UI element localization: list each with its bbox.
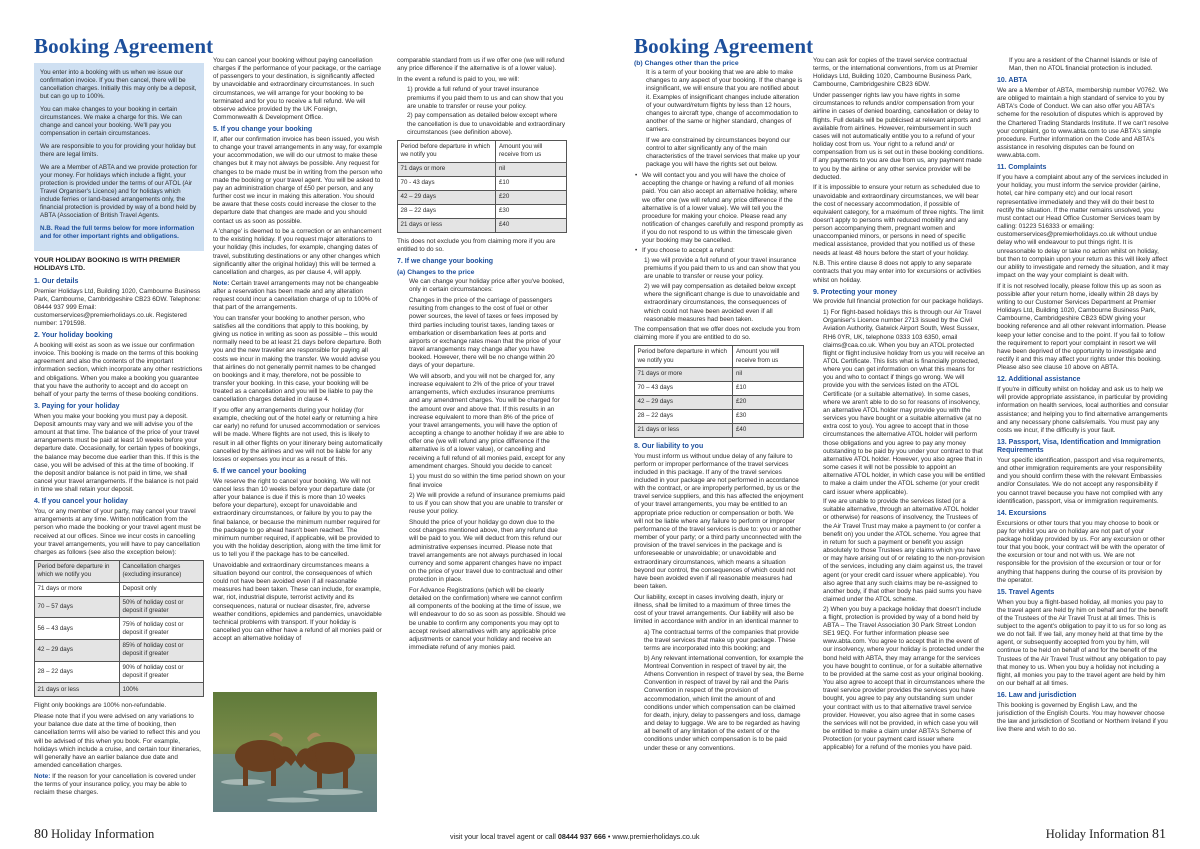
section-16-text: This booking is governed by English Law, and the jurisdiction of the English Courts. You may however choose the law and jurisdiction of Scotland or Northern Ireland if you live there and wish to do so. [997, 701, 1168, 734]
list-item: b) Any relevant international convention, for example the Montreal Convention in respect of travel by air, the Athens Convention in respect of travel by sea, the Berne Convention in respect of travel by rail and the Paris Convention in respect of the provision of accommodation, which limit the amount of and conditions under which compensation can be claimed for death, injury, delay to passengers and loss, damage and delay to luggage. We are to be regarded as having all benefit of any limitation of the extent of or the conditions under which compensation is to be paid under these or any conventions. [644, 654, 804, 752]
section-14-text: Excursions or other tours that you may choose to book or pay for whilst you are on holiday are not part of your package holiday provided by us. For any excursion or other tour that you book, your contract will be with the operator of the excursion or tour and not with us. We are not responsible for the provision of the excursion or tour or for anything that happens during the course of its provision by the operator. [997, 519, 1165, 584]
section-13-title: 13. Passport, Visa, Identification and Immigration Requirements [997, 439, 1161, 455]
list-item: 1) provide a full refund of your travel insurance premiums if you paid them to us and can show that you are unable to transfer or reuse your policy. [407, 86, 564, 110]
table-row [398, 162, 567, 176]
refund-list [397, 86, 567, 136]
section-8-p1: You must inform us without undue delay of any failure to perform or improper performance of the travel services included in this package. If any of the travel services included in your package are not performed in accordance with the contract, or are improperly performed, by us or the travel service suppliers, and this has affected the enjoyment of your travel arrangements, you may be entitled to an appropriate price reduction or compensation or both. We will not be liable where any failure to perform or improper performance of the travel services is due to: you or another member of your party; or a third party unconnected with the provision of the travel services in the package and is unforeseeable or unavoidable; or unavoidable and extraordinary circumstances, which means a situation beyond our control, the consequences of which could not have been avoided even if all reasonable measures had been taken. [634, 452, 804, 591]
list-item: • We will contact you and you will have the choice of accepting the change or having a refund of all monies paid. You can also accept an alternative holiday, where we offer one (we will refund any price difference if the alternative is of a lower value). We will tell you the procedure for making your choice. Please read any notification of changes carefully and respond promptly as if you do not respond to us within the timescale given your booking may be cancelled. [642, 172, 804, 245]
summary-p3: We are responsible to you for providing your holiday but there are legal limits. [40, 143, 196, 158]
table-row [35, 661, 204, 683]
page-title-right: Booking Agreement [634, 34, 814, 58]
table-cell: Deposit only [120, 582, 204, 596]
section-7a-p2: Changes in the price of the carriage of passengers resulting from changes to the cost of fuel or other power sources, the level of taxes or fees imposed by third parties including tourist taxes, landing taxes or embarkation or disembarkation fees at ports and airports or exchange rates mean that the price of your travel arrangements may change after you have booked. However, there will be no change within 20 days of your departure. [409, 297, 562, 370]
list-item: 1) we will provide a full refund of your travel insurance premiums if you paid them to us and can show that you are unable to transfer or reuse your policy. [644, 257, 801, 281]
table-cell: 28 – 22 days [35, 661, 120, 683]
table-cell: 56 – 43 days [35, 618, 120, 640]
table-header-cell: Cancellation charges (excluding insurance) [120, 561, 204, 583]
table-row [35, 683, 204, 697]
section-7b-body [634, 69, 804, 169]
section-5-p1: If, after our confirmation invoice has been issued, you wish to change your travel arrangements in any way, for example your accommodation, we will do our utmost to make these changes but it may not always be possible. Any request for changes to be made must be in writing from the person who made the booking or your travel agent. You will be asked to pay an administration charge of £50 per person, and any further cost we incur in making this alteration. You should be aware that these costs could increase the closer to the departure date that changes are made and you should contact us as soon as possible. [213, 135, 383, 225]
col2-p1: You can cancel your booking without paying cancellation charges if the performance of your package, or the carriage of passengers to your destination, is significantly affected by unavoidable and extraordinary circumstances. In such circumstances, we will arrange for your booking to be terminated and for you to receive a full refund. We will observe advice provided by the UK Foreign, Commonwealth & Development Office. [213, 57, 382, 122]
table-row [635, 395, 804, 409]
section-7a-title: (a) Changes to the price [397, 269, 475, 277]
col3-p1: comparable standard from us if we offer one (we will refund any price difference if the alternative is of a lower value). [397, 57, 565, 73]
contact-footer [450, 832, 699, 841]
right-column-2 [813, 57, 985, 755]
table-cell: 42 – 29 days [635, 395, 733, 409]
table-row [635, 409, 804, 423]
col5-p1: You can ask for copies of the travel service contractual terms, or the international conventions, from us at Premier Holidays Ltd, Building 1020, Cambourne Business Park, Cambourne, Cambridgeshire CB23 6DW. [813, 57, 978, 89]
table-row [398, 190, 567, 204]
table-header-cell: Period before departure in which we notify you [398, 140, 496, 162]
table-cell: £10 [733, 381, 804, 395]
col5-p2: Under passenger rights law you have rights in some circumstances to refunds and/or compensation from your airline in cases of denied boarding, cancellation or delay to flights. Full details will be publicised at relevant airports and available from airlines. However, reimbursement in such cases will not automatically entitle you to a refund of your holiday cost from us. Your right to a refund and/ or compensation from us is set out in these booking conditions. If any payments to you are due from us, any payment made to you by the airline or any other service provider will be deducted. [813, 92, 984, 181]
section-6-p1: We reserve the right to cancel your booking. We will not cancel less than 10 weeks before your departure date (or after your balance is due if this is more than 10 weeks before your departure), except for unavoidable and extraordinary circumstances, or failure by you to pay the final balance, or because the minimum number required for the package to go ahead hasn't been reached. The minimum number required, if applicable, will be provided to you with the holiday description, along with the time limit for us to tell you if the package has to be cancelled. [213, 477, 382, 559]
section-10-text: We are a Member of ABTA, membership number V0762. We are obliged to maintain a high standard of service to you by ABTA's Code of Conduct. We can also offer you ABTA's scheme for the resolution of disputes which is approved by the Chartered Trading Standards Institute. If we can't resolve your complaint, go to www.abta.com to use ABTA's simple procedure. Further information on the Code and ABTA's assistance in resolving disputes can be found on www.abta.com. [997, 87, 1169, 160]
list-item: • If you choose to accept a refund: [642, 247, 804, 255]
table-row [35, 596, 204, 618]
summary-p1: You enter into a booking with us when we issue our confirmation invoice. If you then cancel, there will be cancellation charges. Initially this may only be a deposit, but can go up to 100%. [40, 69, 197, 100]
contact-prefix: visit your local travel agent or call [450, 832, 556, 841]
table-row [35, 582, 204, 596]
flight-only-note: Flight only bookings are 100% non-refundable. [34, 702, 167, 710]
table-cell: 21 days or less [398, 218, 496, 232]
table-cell: 21 days or less [35, 683, 120, 697]
list-item: 2) pay compensation as detailed below except where the cancellation is due to unavoidable and extraordinary circumstances (see definition above). [407, 112, 566, 136]
section-4-title: 4. If you cancel your holiday [34, 498, 128, 506]
balance-variation-note: Please note that if you were advised on any variations to your balance due date at the time of booking, then cancellation terms will also be varied to reflect this and you will be advised of this when you book. For example, holidays which include a cruise, and certain tour itineraries, will generally have an earlier balance due date and amended cancellation charges. [34, 713, 201, 770]
table-cell: £10 [496, 176, 567, 190]
left-column-1 [34, 63, 204, 800]
section-7a-l1: 1) you must do so within the time period shown on your final invoice [409, 473, 566, 489]
table-cell: 85% of holiday cost or deposit if greater [120, 640, 204, 662]
col5-p4: N.B. This entire clause 8 does not apply to any separate contracts that you may enter into for excursions or activities whilst on holiday. [813, 260, 982, 284]
section-5-p2: A 'change' is deemed to be a correction or an enhancement to the existing holiday. If you request major alterations to your holiday (this includes, for example, changing dates of travel, substituting destinations or any other changes which significantly alter the original holiday) this will be termed a cancellation and charges, as per clause 4, will apply. [213, 228, 382, 276]
section-4-text: You, or any member of your party, may cancel your travel arrangements at any time. Written notification from the person who made the booking or your travel agent must be received at our offices. Since we incur costs in cancelling your travel arrangements, you will have to pay cancellation charges as follows (see also the exception below): [34, 508, 201, 556]
list-item: a) The contractual terms of the companies that provide the travel services that make up your package. These terms are incorporated into this booking; and [644, 628, 799, 653]
list-item: 1) For flight-based holidays this is through our Air Travel Organiser's Licence number 2713 issued by the Civil Aviation Authority, Gatwick Airport South, West Sussex, RH6 0YR, UK, telephone 0333 103 6350, email claims@caa.co.uk. When you buy an ATOL protected flight or flight inclusive holiday from us you will receive an ATOL Certificate. This lists what is financially protected, where you can get information on what this means for you and who to contact if things go wrong. We will provide you with the services listed on the ATOL Certificate (or a suitable alternative). In some cases, where we aren't able to do so for reasons of insolvency, an alternative ATOL holder may provide you with the services you have bought or a suitable alternative (at no extra cost to you). You agree to accept that in those circumstances the alternative ATOL holder will perform those obligations and you agree to pay any money outstanding to be paid by you under your contract to that alternative ATOL holder. However, you also agree that in some cases it will not be possible to appoint an alternative ATOL holder, in which case you will be entitled to make a claim under the ATOL scheme (or your credit card issuer where applicable). [823, 309, 985, 496]
section-7-title: 7. If we change your booking [397, 257, 494, 265]
section-9-p1: We provide full financial protection for our package holidays. [813, 298, 984, 306]
section-12-title: 12. Additional assistance [997, 376, 1081, 384]
footer-label-left: Holiday Information [51, 827, 155, 841]
section-11-title: 11. Complaints [997, 164, 1047, 172]
page-number-left: 80 [34, 827, 48, 842]
table-cell: 70 - 43 days [398, 176, 496, 190]
col4-p3: The compensation that we offer does not exclude you from claiming more if you are entitled to do so. [634, 325, 801, 341]
col5-p3: If it is impossible to ensure your return as scheduled due to unavoidable and extraordinary circumstances, we will bear the cost of necessary accommodation, if possible of equivalent category, for a maximum of three nights. The limit doesn't apply to persons with reduced mobility and any person accompanying them, pregnant women and unaccompanied minors, or persons in need of specific medical assistance, provided that you notified us of these needs at least 48 hours before the start of your holiday. [813, 184, 984, 257]
table-cell: 71 days or more [635, 367, 733, 381]
section-13-text: Your specific identification, passport and visa requirements, and other immigration requirements are your responsibility and you should confirm these with the relevant Embassies and/or Consulates. We do not accept any responsibility if you cannot travel because you have not complied with any identification, passport, visa or immigration requirements. [997, 456, 1165, 505]
section-10-title: 10. ABTA [997, 77, 1028, 85]
table-row [35, 618, 204, 640]
section-7b-title: (b) Changes other than the price [634, 60, 739, 67]
table-cell: 100% [120, 683, 204, 697]
page-number-right: 81 [1152, 827, 1166, 842]
summary-box [34, 63, 204, 251]
table-row [398, 204, 567, 218]
summary-p4: We are a Member of ABTA and we provide protection for your money. For holidays which include a flight, your protection is provided under the terms of our ATOL (Air Travel Organiser's Licence) and for holidays which include ferries or land-based arrangements only, the financial protection is provided by way of a bond held by ABTA (Association of British Travel Agents. [40, 164, 198, 219]
table-cell: 28 – 22 days [635, 409, 733, 423]
section-9-title: 9. Protecting your money [813, 288, 898, 296]
protection-list [813, 309, 985, 752]
intro-heading: YOUR HOLIDAY BOOKING IS WITH PREMIER HOLIDAYS LTD. [34, 257, 181, 273]
section-12-text: If you're in difficulty whilst on holiday and ask us to help we will provide appropriate assistance, in particular by providing information on health services, local authorities and consular assistance; and helping you to find alternative arrangements and any necessary phone calls/emails. You must pay any costs we incur, if the difficulty is your fault. [997, 386, 1169, 434]
section-16-title: 16. Law and jurisdiction [997, 692, 1077, 700]
table-row [635, 367, 804, 381]
table-row [35, 640, 204, 662]
section-3-text: When you make your booking you must pay a deposit. Deposit amounts may vary and we will advise you of the amount at that time. The balance of the price of your travel arrangements must be paid at least 10 weeks before your departure date. Occasionally, for certain types of bookings, the balance may become due earlier than this. If this is the case, you will be advised of this at the time of booking. If the deposit and/or balance is not paid in time, we shall cancel your travel arrangements. If the balance is not paid in time we shall retain your deposit. [34, 412, 201, 494]
section-7a-body [397, 278, 567, 652]
table-row [635, 381, 804, 395]
left-column-2 [213, 57, 383, 646]
footer-left [34, 827, 154, 843]
table-header-row [35, 561, 204, 583]
table-header-row [398, 140, 567, 162]
section-7a-p5: For Advance Registrations (which will be clearly detailed on the confirmation) where we cannot confirm all components of the booking at the time of issue, we will endeavour to do so as soon as possible. Should we be unable to confirm any components you may opt to accept revised alternatives with any applicable price adjustments or cancel your holiday and receive an immediate refund of any monies paid. [409, 586, 566, 651]
table-cell: £30 [733, 409, 804, 423]
table-cell: £20 [496, 190, 567, 204]
list-item: If we are unable to provide the services listed (or a suitable alternative, through an alternative ATOL holder or otherwise) for reasons of insolvency, the Trustees of the Air Travel Trust may make a payment to (or confer a benefit on) you under the ATOL scheme. You agree that in return for such a payment or benefit you assign absolutely to those Trustees any claims which you have or may have arising out of or relating to the non-provision of the services, including any claim against us, the travel agent (or your credit card issuer where applicable). You also agree that any such claims may be re-assigned to another body, if that other body has paid sums you have claimed under the ATOL scheme. [823, 498, 985, 604]
section-1-title: 1. Our details [34, 277, 79, 285]
table-header-cell: Amount you will receive from us [496, 140, 567, 162]
col6-p1: If you are a resident of the Channel Islands or Isle of Man, then no ATOL financial protection is included. [1009, 57, 1158, 73]
table-header-cell: Amount you will receive from us [733, 346, 804, 368]
footer-separator: • [607, 832, 611, 841]
summary-nb: N.B. Read the full terms below for more information and for other important rights and obligations. [40, 225, 195, 240]
table-cell: nil [733, 367, 804, 381]
table-cell: 42 – 29 days [35, 640, 120, 662]
table-cell: 75% of holiday cost or deposit if greater [120, 618, 204, 640]
section-5-note [213, 280, 383, 313]
section-15-title: 15. Travel Agents [997, 588, 1055, 596]
table-cell: £30 [496, 204, 567, 218]
section-3-title: 3. Paying for your holiday [34, 403, 120, 411]
table-row [398, 218, 567, 232]
footer-right [1046, 827, 1166, 843]
table-header-cell: Period before departure in which we notify you [635, 346, 733, 368]
section-5-p3: You can transfer your booking to another person, who satisfies all the conditions that apply to this booking, by giving us notice in writing as soon as possible – this would normally need to be at least 21 days before departure. Both you and the new traveller are responsible for paying all costs we incur in making the transfer. We would advise you that airlines do not generally permit names to be changed on bookings and it may, therefore, not be possible to transfer your booking. In this case, your booking will be treated as a cancellation and you will be liable to pay the cancellation charges detailed in clause 4. [213, 314, 382, 404]
cancellation-charges-table [34, 560, 204, 697]
section-7b-p2: If we are constrained by circumstances beyond our control to alter significantly any of the main characteristics of the travel services that make up your package you will have the rights set out below. [646, 136, 801, 169]
section-7a-p1: We can change your holiday price after you've booked, only in certain circumstances: [409, 278, 565, 294]
change-options-list [634, 172, 804, 255]
insurance-note [34, 773, 204, 797]
left-column-3 [397, 57, 567, 655]
right-column-3 [997, 57, 1169, 737]
note-text: Certain travel arrangements may not be changeable after a reservation has been made and any alteration request could incur a cancellation charge of up to 100% of that part of the arrangements. [213, 279, 379, 312]
section-2-title: 2. Your holiday booking [34, 332, 113, 340]
list-item: 2) When you buy a package holiday that doesn't include a flight, protection is provided by way of a bond held by ABTA – The Travel Association 30 Park Street London SE1 9EQ. For further information please see www.abta.com. You agree to accept that in the event of our insolvency, where your holiday is protected under the bond held with ABTA, they may arrange for the services you have bought to continue, or for a suitable alternative to be provided at the same cost as your original booking. You also agree to accept that in circumstances where the travel service provider provides the services you have bought, you agree to pay any outstanding sum under your contract with us to that alternative travel service provider. However, you also agree that in some cases the services will not be provided, in which case you will be entitled to make a claim under ABTA's Scheme of Protection (or your payment card issuer where applicable) for a refund of the monies you have paid. [823, 605, 985, 752]
section-2-text: A booking will exist as soon as we issue our confirmation invoice. This booking is made on the terms of this booking agreement and also the contents of the important information section, which incorporate any other restrictions and obligations. When you make a booking you guarantee that you have the authority to accept and do accept on behalf of your party the terms of these booking conditions. [34, 342, 203, 398]
liability-list [634, 629, 804, 753]
col3-p2: In the event a refund is paid to you, we will: [397, 75, 520, 83]
contact-phone[interactable]: 08444 937 666 [557, 832, 606, 841]
moose-photo-illustration [213, 692, 377, 812]
table-cell: 50% of holiday cost or deposit if greater [120, 596, 204, 618]
table-cell: nil [496, 162, 567, 176]
right-page [600, 0, 1200, 849]
summary-p2: You can make changes to your booking in certain circumstances. We make a charge for this. We can change and cancel your booking. We'll pay you compensation in certain circumstances. [40, 106, 182, 137]
section-1-text: Premier Holidays Ltd, Building 1020, Cambourne Business Park, Cambourne, Cambridgeshire CB23 6DW. Telephone: 08444 937 999 Email: customerservices@premierholidays.co.uk. Registered number: 1791598. [34, 287, 201, 328]
section-8-p2: Our liability, except in cases involving death, injury or illness, shall be limited to a maximum of three times the cost of your travel arrangements. Our liability will also be limited in accordance with and/or in an identical manner to [634, 593, 799, 626]
moose-photo [213, 692, 377, 812]
contact-website[interactable]: www.premierholidays.co.uk [612, 832, 700, 841]
compensation-table-2 [634, 345, 804, 438]
table-cell: 71 days or more [398, 162, 496, 176]
section-7a-p4: Should the price of your holiday go down due to the cost changes mentioned above, then any refund due will be paid to you. We will deduct from this refund our administrative expenses incurred. Please note that travel arrangements are not always purchased in local currency and some apparent changes have no impact on the price of your travel due to contractual and other protection in place. [409, 519, 563, 584]
section-14-title: 14. Excursions [997, 509, 1047, 517]
table-cell: 90% of holiday cost or deposit if greater [120, 661, 204, 683]
table-row [398, 176, 567, 190]
table-cell: £20 [733, 395, 804, 409]
table-cell: 70 – 57 days [35, 596, 120, 618]
table-cell: £40 [496, 218, 567, 232]
section-7b-p1: It is a term of your booking that we are able to make changes to any aspect of your booking. If the change is insignificant, we will ensure that you are notified about it. Examples of insignificant changes include alteration of your outward/return flights by less than 12 hours, changes to aircraft type, change of accommodation to another of the same or higher standard, changes of carriers. [646, 69, 803, 134]
section-7a-l2: 2) We will provide a refund of insurance premiums paid to us if you can show that you are unable to transfer or reuse your policy. [409, 492, 565, 516]
section-5-title: 5. If you change your booking [213, 126, 313, 134]
section-6-title: 6. If we cancel your booking [213, 468, 307, 476]
table-cell: 42 – 29 days [398, 190, 496, 204]
table-row [635, 423, 804, 437]
refund-options-list [634, 257, 804, 324]
table-cell: £40 [733, 423, 804, 437]
note-label: Note: [34, 772, 51, 780]
compensation-table [397, 140, 567, 233]
footer-label-right: Holiday Information [1045, 827, 1149, 841]
section-8-title: 8. Our liability to you [634, 442, 704, 450]
table-header-row [635, 346, 804, 368]
table-cell: 28 – 22 days [398, 204, 496, 218]
table-cell: 71 days or more [35, 582, 120, 596]
right-column-1 [634, 57, 804, 755]
table-cell: 21 days or less [635, 423, 733, 437]
section-6-p2: Unavoidable and extraordinary circumstances means a situation beyond our control, the consequences of which could not have been avoided even if all reasonable measures had been taken. These can include, for example, war, riot, industrial dispute, terrorist activity and its consequences, natural or nuclear disaster, fire, adverse weather conditions, epidemics and pandemics, unavoidable technical problems with transport. If your holiday is cancelled you can either have a refund of all monies paid or accept an alternative holiday of [213, 561, 382, 643]
list-item: 2) we will pay compensation as detailed below except where the significant change is due to unavoidable and extraordinary circumstances, the consequences of which could not have been avoided even if all reasonable measures had been taken. [644, 283, 800, 323]
table-header-cell: Period before departure in which we notify you [35, 561, 120, 583]
table-cell: 70 – 43 days [635, 381, 733, 395]
page-title-left: Booking Agreement [34, 34, 214, 58]
section-11-p1: If you have a complaint about any of the services included in your holiday, you must inform the service provider (airline, hotel, car hire company etc) and our local resort representative immediately and they will do their best to rectify the situation. If the matter remains unsolved, you must contact our Head Office Customer Services team by calling: 01223 516333 or emailing: customerservices@premierholidays.co.uk without undue delay who will endeavour to put things right. It is unreasonable to delay or take no action whilst on holiday, but then to complain upon your return as this will likely affect our ability to investigate and remedy the situation, and it may impact on the way your complaint is dealt with. [997, 174, 1169, 279]
col3-p3: This does not exclude you from claiming more if you are entitled to do so. [397, 237, 556, 253]
note-text: If the reason for your cancellation is covered under the terms of your insurance policy, you may be able to reclaim these charges. [34, 772, 196, 796]
section-11-p2: If it is not resolved locally, please follow this up as soon as possible after your return home, ideally within 28 days by writing to our Customer Services Department at Premier Holidays Ltd, Building 1020, Cambourne Business Park, Cambourne, Cambridgeshire CB23 6DW giving your booking reference and all other relevant information. Please keep your letter concise and to the point. If you fail to follow the requirement to report your complaint in resort we will have been deprived of the opportunity to investigate and rectify it and this may affect your rights under this booking. Please also see clause 10 above on ABTA. [997, 282, 1167, 372]
section-5-p4: If you offer any arrangements during your holiday (for example, checking out of the hotel early or returning a hire car early) no refund for unused accommodation or services will be made. Where flights are not used, this is likely to result in all other flights on your itinerary being automatically cancelled by the airlines and we will not be liable for any losses or expenses you incur as a result of this. [213, 406, 383, 463]
note-label: Note: [213, 279, 230, 287]
section-15-text: When you buy a flight-based holiday, all monies you pay to the travel agent are held by him on behalf and for the benefit of the Trustees of the Air Travel Trust at all times. This is subject to the agent's obligation to pay it to us for so long as we do not fail. If we fail, any money held at that time by the agent, or subsequently accepted from you by him, will continue to be held on behalf of and for the benefit of the Trustees of the Air Travel Trust without any obligation to pay that money to us. When you buy a holiday not including a flight, all monies you pay to the travel agent are held by him on our behalf at all times. [997, 598, 1168, 688]
section-7a-p3: We will absorb, and you will not be charged for, any increase equivalent to 2% of the price of your travel arrangements, which excludes insurance premiums and any amendment charges. You will be charged for the amount over and above that. If this results in an increase equivalent to more than 8% of the price of your travel arrangements, you will have the option of accepting a change to another holiday if we are able to offer one (we will refund any price difference if the alternative is of a lower value), or cancelling and receiving a full refund of all monies paid, except for any amendment charges. Should you decide to cancel: [409, 372, 565, 470]
